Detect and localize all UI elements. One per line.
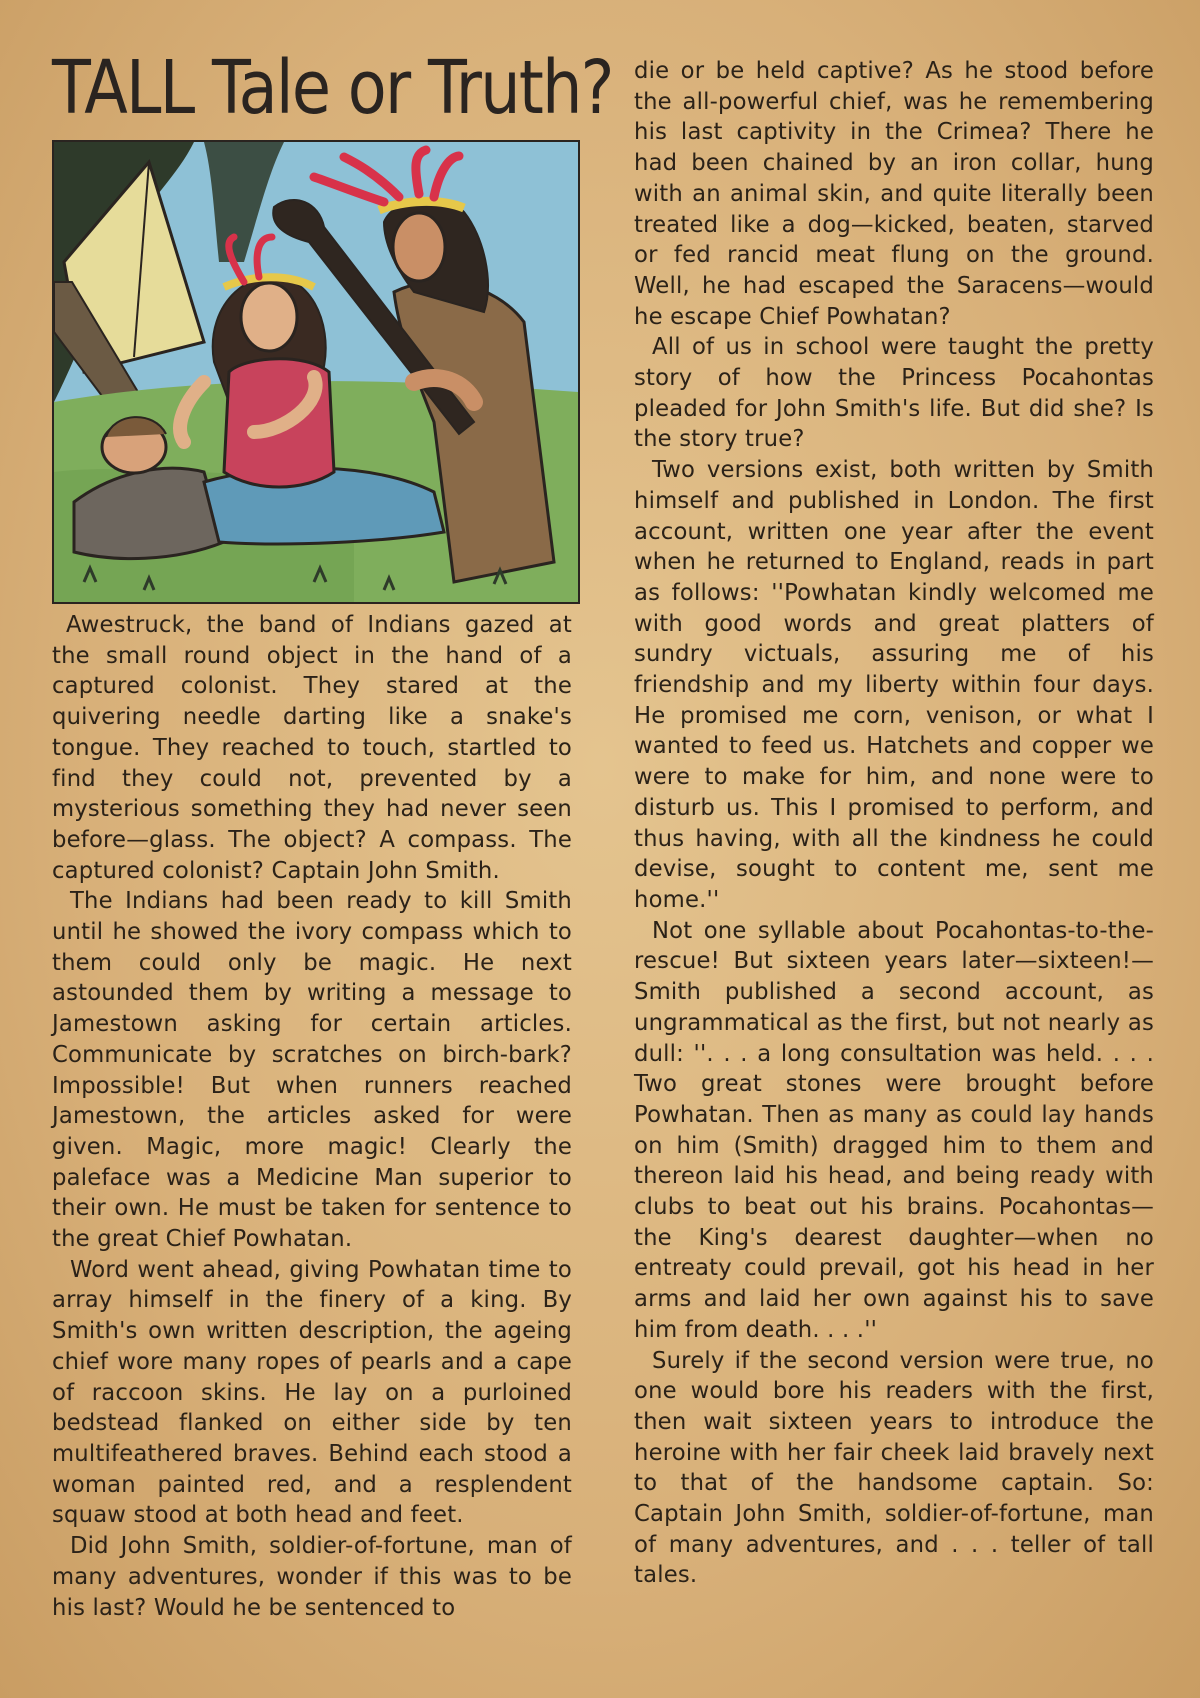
illustration-art: [54, 142, 578, 602]
paragraph: Word went ahead, giving Powhatan time to array himself in the finery of a king. By Smith's own written description, the ageing chief wore many ropes of pearls and a cape of raccoon skins. He lay on a purloined bedstead flanked on either side by ten multifeathered braves. Behind each stood a woman painted red, and a resplendent squaw stood at both head and feet.: [52, 1256, 572, 1529]
paragraph: Awestruck, the band of Indians gazed at the small round object in the hand of a captured colonist. They stared at the quivering needle darting like a snake's tongue. They reached to touch, startled to find they could not, prevented by a mysterious something they had never seen before—glass. The object? A compass. The captured colonist? Captain John Smith.: [52, 612, 572, 884]
paragraph: Did John Smith, soldier-of-fortune, man of many adventures, wonder if this was to be his last? Would he be sentenced to: [52, 1533, 572, 1621]
article-title: TALL Tale or Truth?: [52, 45, 613, 131]
paragraph: Two versions exist, both written by Smith himself and published in London. The first account, written one year after the event when he returned to England, reads in part as follows: ''Powhatan kindly welcomed me with good words and great platters of sundry victuals, assuring me of his friendship and my liberty within four days. He promised me corn, venison, or what I wanted to feed us. Hatchets and copper we were to make for him, and none were to disturb us. This I promised to perform, and thus having, with all the kindness he could devise, sought to content me, sent me home.'': [634, 457, 1154, 913]
paragraph: All of us in school were taught the pretty story of how the Princess Pocahontas pleaded for John Smith's life. But did she? Is the story true?: [634, 334, 1154, 453]
right-column-text: [634, 56, 1154, 1591]
left-column-text: [52, 610, 572, 1623]
paragraph: Not one syllable about Pocahontas-to-the-rescue! But sixteen years later—sixteen!—Smith published a second account, as ungrammatical as the first, but not nearly as dull: ''. . . a long consultation was held. . . . Two great stones were brought before Powhatan. Then as many as could lay hands on him (Smith) dragged him to them and thereon laid his head, and being ready with clubs to beat out his brains. Pocahontas—the King's dearest daughter—when no entreaty could prevail, got his head in her arms and laid her own against his to save him from death. . . .'': [634, 917, 1154, 1343]
paragraph: The Indians had been ready to kill Smith until he showed the ivory compass which to them could only be magic. He next astounded them by writing a message to Jamestown asking for certain articles. Communicate by scratches on birch-bark? Impossible! But when runners reached Jamestown, the articles asked for were given. Magic, more magic! Clearly the paleface was a Medicine Man superior to their own. He must be taken for sentence to the great Chief Powhatan.: [52, 888, 572, 1253]
paragraph: die or be held captive? As he stood before the all-powerful chief, was he remembering his last captivity in the Crimea? There he had been chained by an iron collar, hung with an animal skin, and quite literally been treated like a dog—kicked, beaten, starved or fed rancid meat flung on the ground. Well, he had escaped the Saracens—would he escape Chief Powhatan?: [634, 58, 1154, 330]
illustration-pocahontas-scene: [52, 140, 580, 604]
paragraph: Surely if the second version were true, no one would bore his readers with the first, then wait sixteen years to introduce the heroine with her fair cheek laid bravely next to that of the handsome captain. So: Captain John Smith, soldier-of-fortune, man of many adventures, and . . . teller of tall tales.: [634, 1347, 1154, 1589]
